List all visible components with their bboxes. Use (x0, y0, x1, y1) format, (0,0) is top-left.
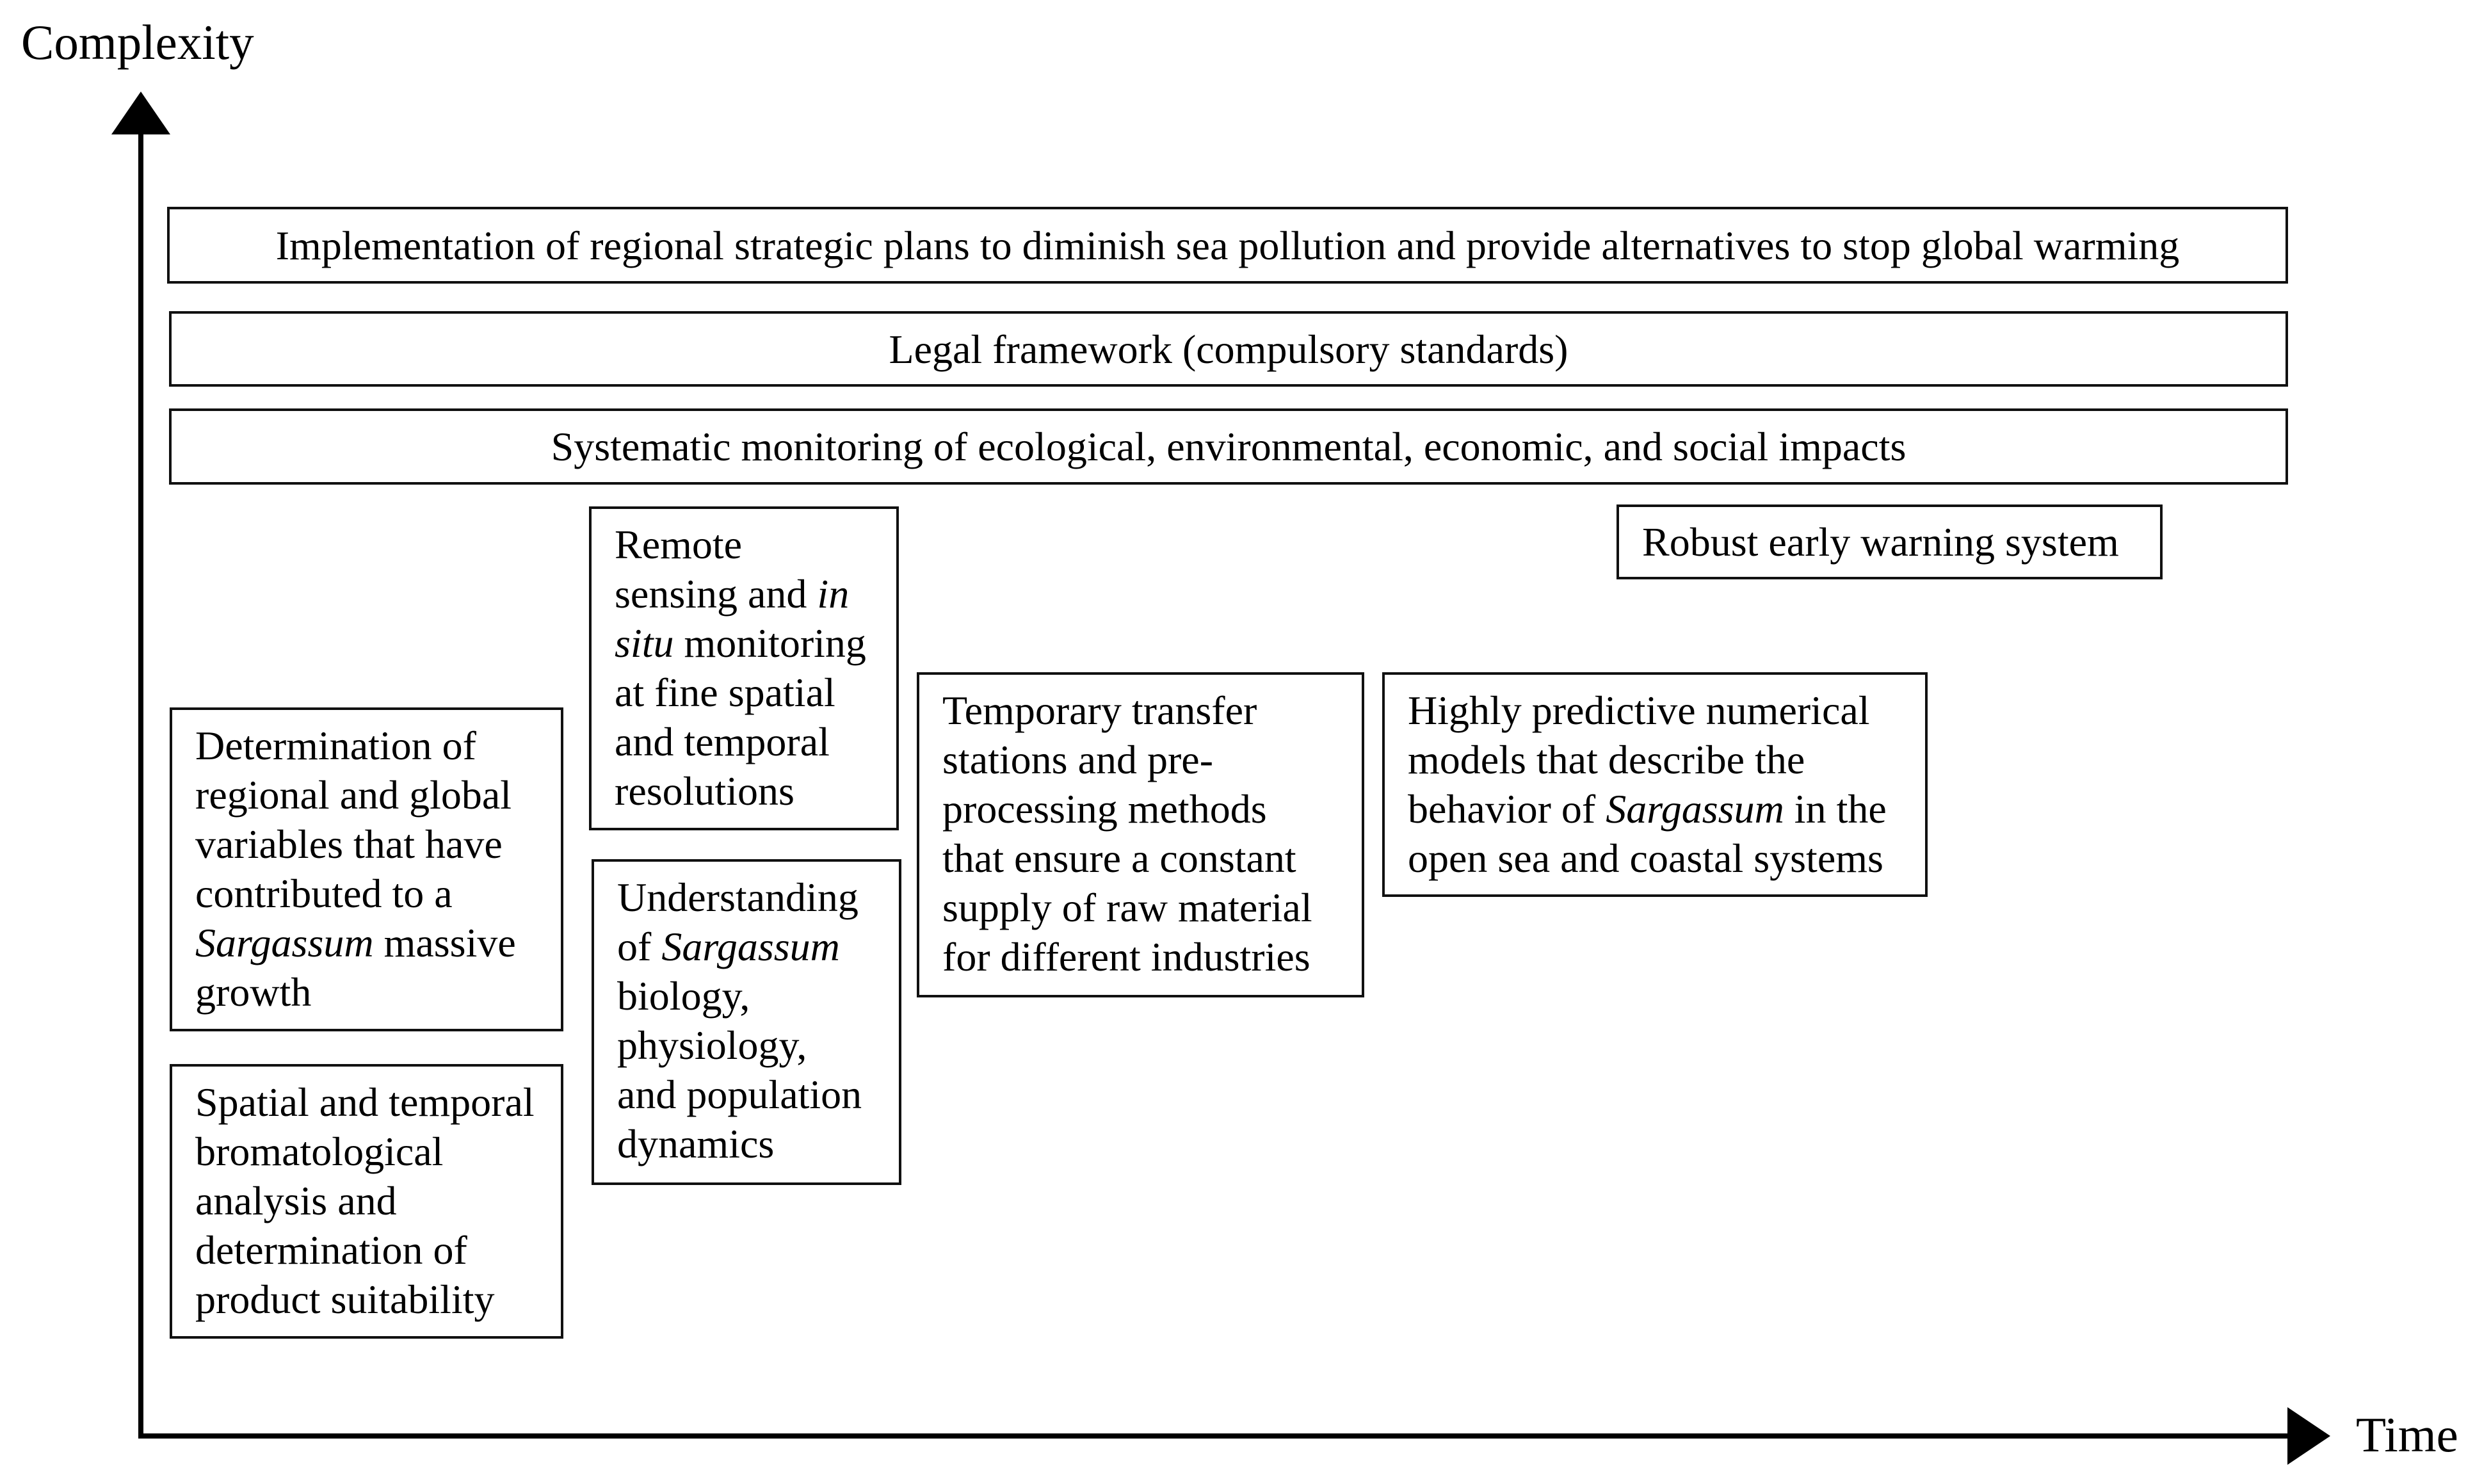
box-regional-strategic-plans (167, 207, 2288, 284)
box-text: Legal framework (compulsory standards) (889, 326, 1568, 372)
box-transfer-stations (917, 672, 1364, 997)
box-text-line (942, 932, 1362, 981)
text-segment: and population (617, 1072, 862, 1117)
text-segment: for different industries (942, 934, 1310, 980)
box-text-line (1408, 784, 1925, 834)
box-systematic-monitoring (169, 408, 2288, 485)
text-segment: analysis and (195, 1178, 397, 1223)
text-segment: variables that have (195, 821, 503, 867)
italic-term: Sargassum (661, 924, 840, 969)
box-numerical-models (1382, 672, 1928, 897)
italic-term: situ (615, 620, 674, 666)
box-legal-framework (169, 311, 2288, 387)
box-text-line (615, 668, 896, 717)
box-text-line (617, 1119, 899, 1168)
box-regional-global-variables (170, 707, 563, 1031)
box-text-line (1408, 735, 1925, 784)
text-segment: stations and pre- (942, 737, 1213, 782)
text-segment: massive (373, 920, 516, 965)
box-text: Implementation of regional strategic plans to diminish sea pollution and provide alternatives to stop global warming (275, 222, 2180, 268)
box-text-line (617, 1070, 899, 1119)
box-text: Robust early warning system (1642, 519, 2119, 565)
text-segment: and temporal (615, 719, 830, 764)
box-text-line (615, 766, 896, 816)
box-text-line (195, 819, 561, 869)
box-text-line (615, 618, 896, 668)
text-segment: determination of (195, 1227, 467, 1273)
text-segment: sensing and (615, 571, 818, 617)
text-segment: regional and global (195, 772, 512, 818)
text-segment: Determination of (195, 723, 476, 768)
text-segment: behavior of (1408, 786, 1606, 832)
box-text-line (942, 686, 1362, 735)
text-segment: in the (1784, 786, 1887, 832)
box-text-line (195, 770, 561, 819)
text-segment: processing methods (942, 786, 1267, 832)
text-segment: models that describe the (1408, 737, 1805, 782)
box-text-line (615, 569, 896, 618)
text-segment: supply of raw material (942, 885, 1312, 930)
box-remote-sensing (589, 506, 899, 830)
y-axis-line (138, 131, 143, 1439)
text-segment: resolutions (615, 768, 794, 814)
text-segment: dynamics (617, 1121, 775, 1166)
arrow-up-icon (111, 92, 170, 134)
text-segment: monitoring (673, 620, 866, 666)
box-text-line (617, 873, 899, 922)
box-text-line (195, 869, 561, 918)
box-text-line (942, 784, 1362, 834)
box-text-line (615, 717, 896, 766)
box-text-line (942, 834, 1362, 883)
box-early-warning-system (1616, 504, 2163, 579)
box-text-line (615, 520, 896, 569)
text-segment: biology, (617, 973, 750, 1019)
box-text-line (1408, 834, 1925, 883)
text-segment: open sea and coastal systems (1408, 835, 1883, 881)
box-text-line (195, 1176, 561, 1225)
box-text: Systematic monitoring of ecological, environmental, economic, and social impacts (551, 424, 1907, 469)
italic-term: in (817, 571, 850, 617)
text-segment: Remote (615, 522, 743, 567)
box-bromatological-analysis (170, 1064, 563, 1339)
box-text-line (1408, 686, 1925, 735)
box-text-line (942, 735, 1362, 784)
box-text-line (195, 1077, 561, 1127)
box-text-line (195, 967, 561, 1017)
box-text-line (195, 1225, 561, 1275)
box-text-line (617, 971, 899, 1020)
text-segment: physiology, (617, 1022, 807, 1068)
text-segment: bromatological (195, 1129, 444, 1174)
box-sargassum-biology (592, 859, 901, 1185)
text-segment: growth (195, 969, 312, 1015)
arrow-right-icon (2287, 1407, 2330, 1465)
box-text-line (195, 1275, 561, 1324)
text-segment: of (617, 924, 662, 969)
x-axis-label: Time (2356, 1407, 2458, 1462)
box-text-line (195, 721, 561, 770)
text-segment: that ensure a constant (942, 835, 1296, 881)
y-axis-label: Complexity (21, 15, 254, 70)
text-segment: Highly predictive numerical (1408, 688, 1870, 733)
text-segment: Spatial and temporal (195, 1079, 535, 1125)
text-segment: contributed to a (195, 871, 453, 916)
text-segment: product suitability (195, 1277, 495, 1322)
box-text-line (195, 918, 561, 967)
text-segment: at fine spatial (615, 670, 835, 715)
italic-term: Sargassum (1606, 786, 1784, 832)
text-segment: Temporary transfer (942, 688, 1257, 733)
text-segment: Understanding (617, 875, 859, 920)
box-text-line (617, 922, 899, 971)
box-text-line (942, 883, 1362, 932)
box-text-line (617, 1020, 899, 1070)
italic-term: Sargassum (195, 920, 374, 965)
x-axis-line (138, 1433, 2291, 1439)
box-text-line (195, 1127, 561, 1176)
